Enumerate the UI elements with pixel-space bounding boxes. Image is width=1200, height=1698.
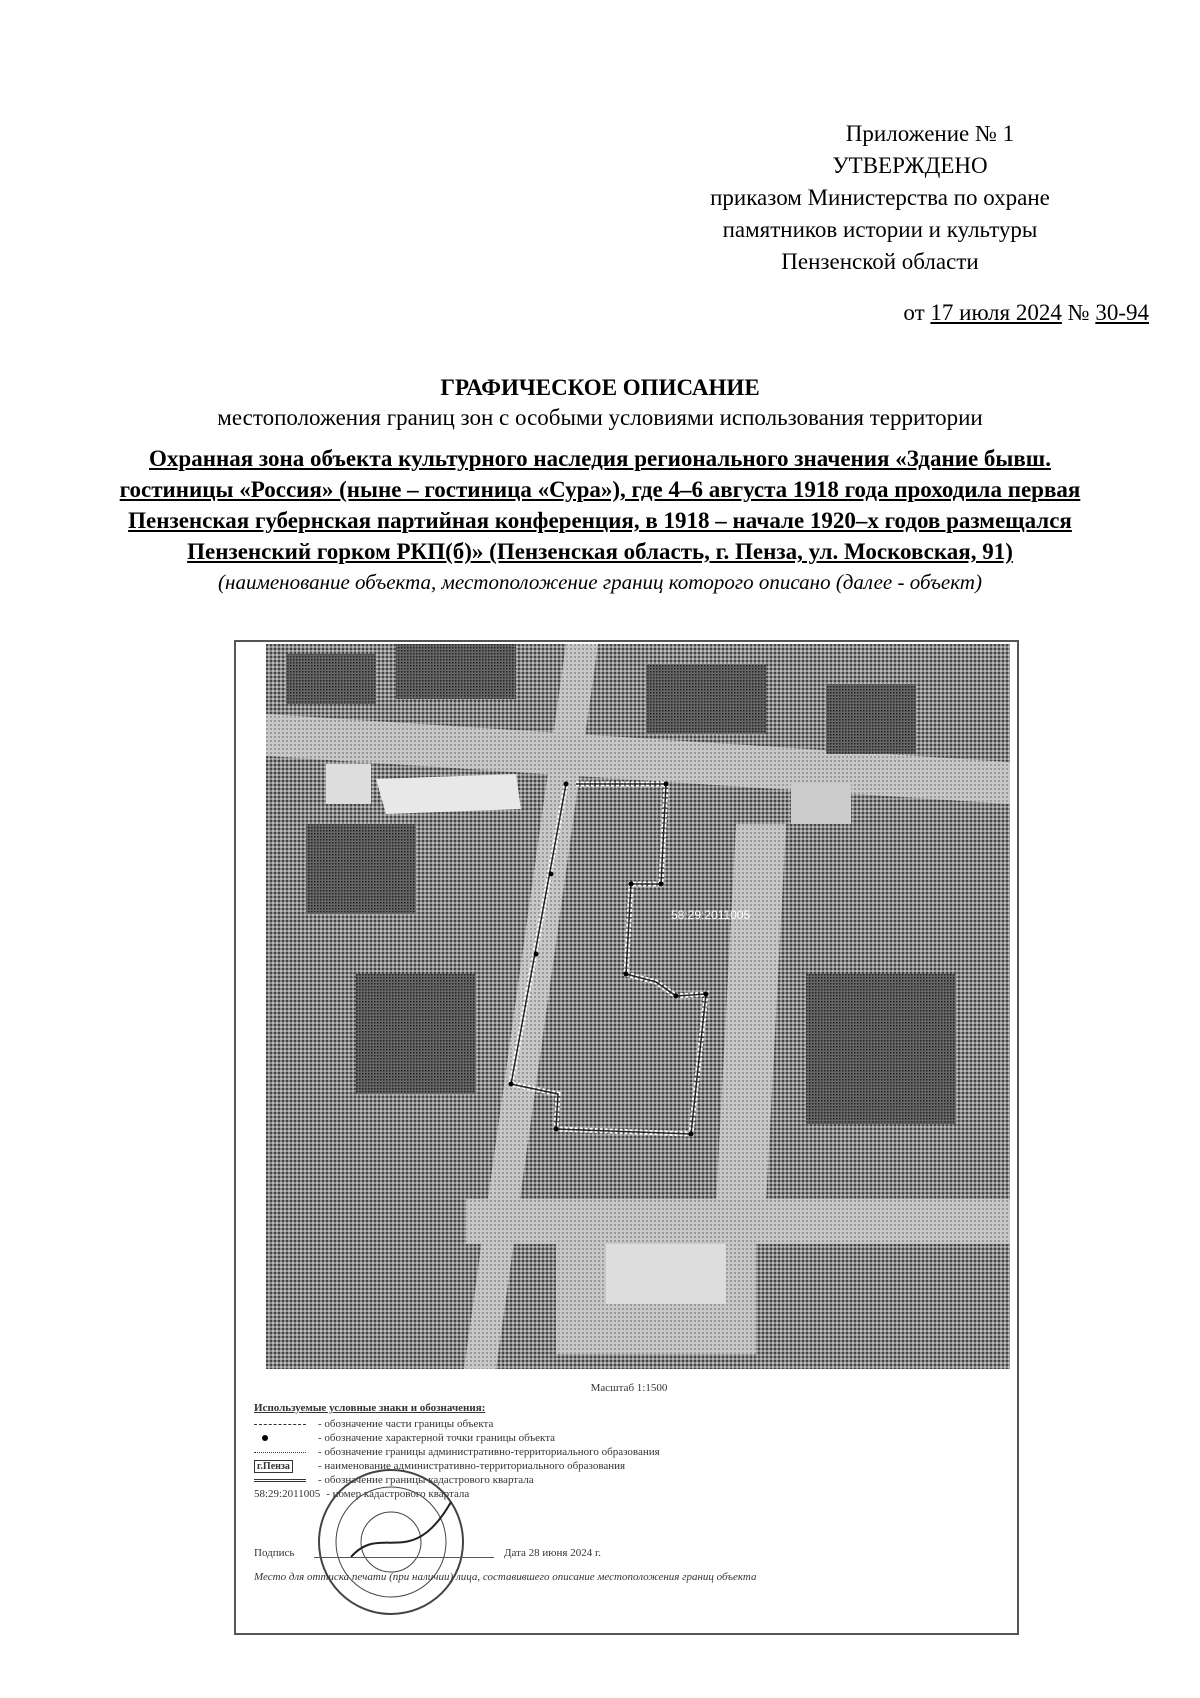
map-scale: Масштаб 1:1500 [590,1382,668,1394]
appendix-label: Приложение № 1 [845,121,1015,146]
aerial-map [266,644,1010,1369]
object-name: Охранная зона объекта культурного наследия регионального значения «Здание бывш. гостиницы «Россия» (ныне – гостиница «Сура»), где 4–6 августа 1918 года проходила первая Пензенская губернская партийная конференция, в 1918 – начале 1920–х годов размещался Пензенский горком РКП(б)» (Пензенская область, г. Пенза, ул. Московская, 91) [119,446,1081,564]
seal-stamp [311,1462,471,1622]
object-caption: (наименование объекта, местоположение границ которого описано (далее - объект) [218,570,982,594]
document-heading [60,373,1140,597]
legend-item: - обозначение границы кадастрового квартала [254,1473,1004,1487]
admin-label-symbol: г.Пенза [254,1460,293,1473]
order-date-line [903,300,1149,326]
parcel-label: 58:29:2011005 [671,908,751,922]
legend-item: г.Пенза - наименование административно-территориального образования [254,1459,1004,1473]
approved-label: УТВЕРЖДЕНО [832,153,988,178]
legend-item: - обозначение границы административно-территориального образования [254,1445,1004,1459]
dot-line-symbol [254,1452,306,1453]
legend-item: - обозначение характерной точки границы объекта [254,1431,1004,1445]
document-subtitle: местоположения границ зон с особыми условиями использования территории [217,405,983,430]
hatch-line-symbol [254,1479,306,1482]
map-sheet [234,640,1019,1635]
signature-label: Подпись [254,1547,295,1559]
order-line-1: приказом Министерства по охране [710,185,1050,210]
number-prefix: № [1067,300,1090,325]
legend-item: - обозначение части границы объекта [254,1417,1004,1431]
dash-line-symbol [254,1424,306,1425]
cadastral-number: 58:29:2011005 [254,1488,321,1500]
seal-note: Место для оттиска печати (при наличии) лица, составившего описание местоположения границ объекта [254,1571,757,1583]
legend-title: Используемые условные знаки и обозначения: [254,1402,486,1414]
signature-line [314,1557,494,1558]
document-title: ГРАФИЧЕСКОЕ ОПИСАНИЕ [440,375,760,400]
legend-item: 58:29:2011005 - номер кадастрового квартала [254,1488,470,1500]
order-line-2: памятников истории и культуры [722,217,1038,242]
signature-date: Дата 28 июня 2024 г. [504,1547,601,1559]
order-date: 17 июля 2024 [930,300,1062,325]
order-number: 30-94 [1095,300,1149,325]
point-symbol [262,1435,268,1441]
order-line-3: Пензенской области [781,249,979,274]
date-prefix: от [903,300,925,325]
approval-block [570,118,1090,278]
